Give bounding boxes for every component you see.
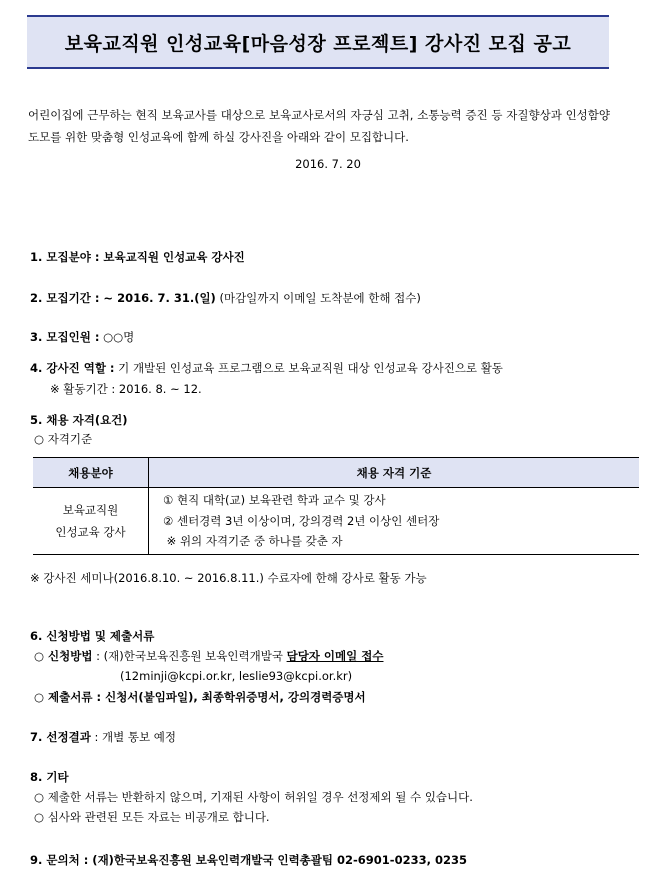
criteria-item-note: ※ 위의 자격기준 중 하나를 갖춘 자 xyxy=(163,534,343,548)
section-5-footnote: ※ 강사진 세미나(2016.8.10. ~ 2016.8.11.) 수료자에 한해 강사로 활동 가능 xyxy=(30,571,427,585)
criteria-table xyxy=(33,457,639,555)
section-1-field: 1. 모집분야 : 보육교직원 인성교육 강사진 xyxy=(30,250,245,264)
method-label: ○ 신청방법 xyxy=(34,649,93,663)
section-6-method xyxy=(34,648,383,664)
section-6-docs xyxy=(34,689,366,705)
section-7-value: : 개별 통보 예정 xyxy=(90,730,176,744)
criteria-field-line-2: 인성교육 강사 xyxy=(55,524,126,539)
intro-paragraph: 어린이집에 근무하는 현직 보육교사를 대상으로 보육교사로서의 자긍심 고취, 소통능력 증진 등 자질향상과 인성함양 도모를 위한 맞춤형 인성교육에 함께 하실 강사진을 아래와 같이 모집합니다. xyxy=(28,108,610,144)
criteria-field-line-1: 보육교직원 xyxy=(62,502,119,517)
criteria-field-cell xyxy=(33,488,149,555)
section-8-label: 8. 기타 xyxy=(30,770,69,784)
section-4-note: ※ 활동기간 : 2016. 8. ~ 12. xyxy=(50,382,202,396)
criteria-header-field: 채용분야 xyxy=(33,458,149,488)
docs-label: ○ 제출서류 xyxy=(34,690,93,704)
section-6-label: 6. 신청방법 및 제출서류 xyxy=(30,629,155,643)
section-2-label: 2. 모집기간 : xyxy=(30,291,100,305)
section-7-result xyxy=(30,729,176,745)
page-title: 보육교직원 인성교육[마음성장 프로젝트] 강사진 모집 공고 xyxy=(64,32,572,55)
criteria-standard-cell xyxy=(149,488,640,555)
section-9-contact: 9. 문의처 : (재)한국보육진흥원 보육인력개발국 인력총괄팀 02-6901-0233, 0235 xyxy=(30,853,467,867)
section-2-value: ~ 2016. 7. 31.(일) xyxy=(99,291,216,305)
section-7-label: 7. 선정결과 xyxy=(30,730,91,744)
criteria-item-2: ② 센터경력 3년 이상이며, 강의경력 2년 이상인 센터장 xyxy=(163,513,440,528)
section-8-item-2: ○ 심사와 관련된 모든 자료는 비공개로 합니다. xyxy=(34,810,270,824)
criteria-item-1: ① 현직 대학(교) 보육관련 학과 교수 및 강사 xyxy=(163,493,386,507)
docs-value: : 신청서(붙임파일), 최종학위증명서, 강의경력증명서 xyxy=(92,690,366,704)
method-emphasis: 담당자 이메일 접수 xyxy=(286,649,384,663)
section-4-role xyxy=(30,360,503,376)
criteria-header-row xyxy=(33,458,639,488)
criteria-header-standard: 채용 자격 기준 xyxy=(149,458,640,488)
section-8-item-1: ○ 제출한 서류는 반환하지 않으며, 기재된 사항이 허위일 경우 선정제외 될 수 있습니다. xyxy=(34,790,473,804)
section-5-sub: ○ 자격기준 xyxy=(34,432,93,446)
section-2-note: (마감일까지 이메일 도착분에 한해 접수) xyxy=(215,291,421,305)
section-3-value: ○○명 xyxy=(99,330,135,344)
section-5-label: 5. 채용 자격(요건) xyxy=(30,413,128,427)
criteria-row xyxy=(33,488,639,555)
section-3-headcount xyxy=(30,329,134,345)
contact-emails: (12minji@kcpi.or.kr, leslie93@kcpi.or.kr) xyxy=(120,669,353,683)
title-banner xyxy=(27,15,609,69)
section-4-value: 기 개발된 인성교육 프로그램으로 보육교직원 대상 인성교육 강사진으로 활동 xyxy=(114,361,503,375)
method-value: : (재)한국보육진흥원 보육인력개발국 xyxy=(92,649,287,663)
section-4-label: 4. 강사진 역할 : xyxy=(30,361,115,375)
section-3-label: 3. 모집인원 : xyxy=(30,330,100,344)
section-2-period xyxy=(30,290,421,306)
announcement-date: 2016. 7. 20 xyxy=(295,157,361,171)
